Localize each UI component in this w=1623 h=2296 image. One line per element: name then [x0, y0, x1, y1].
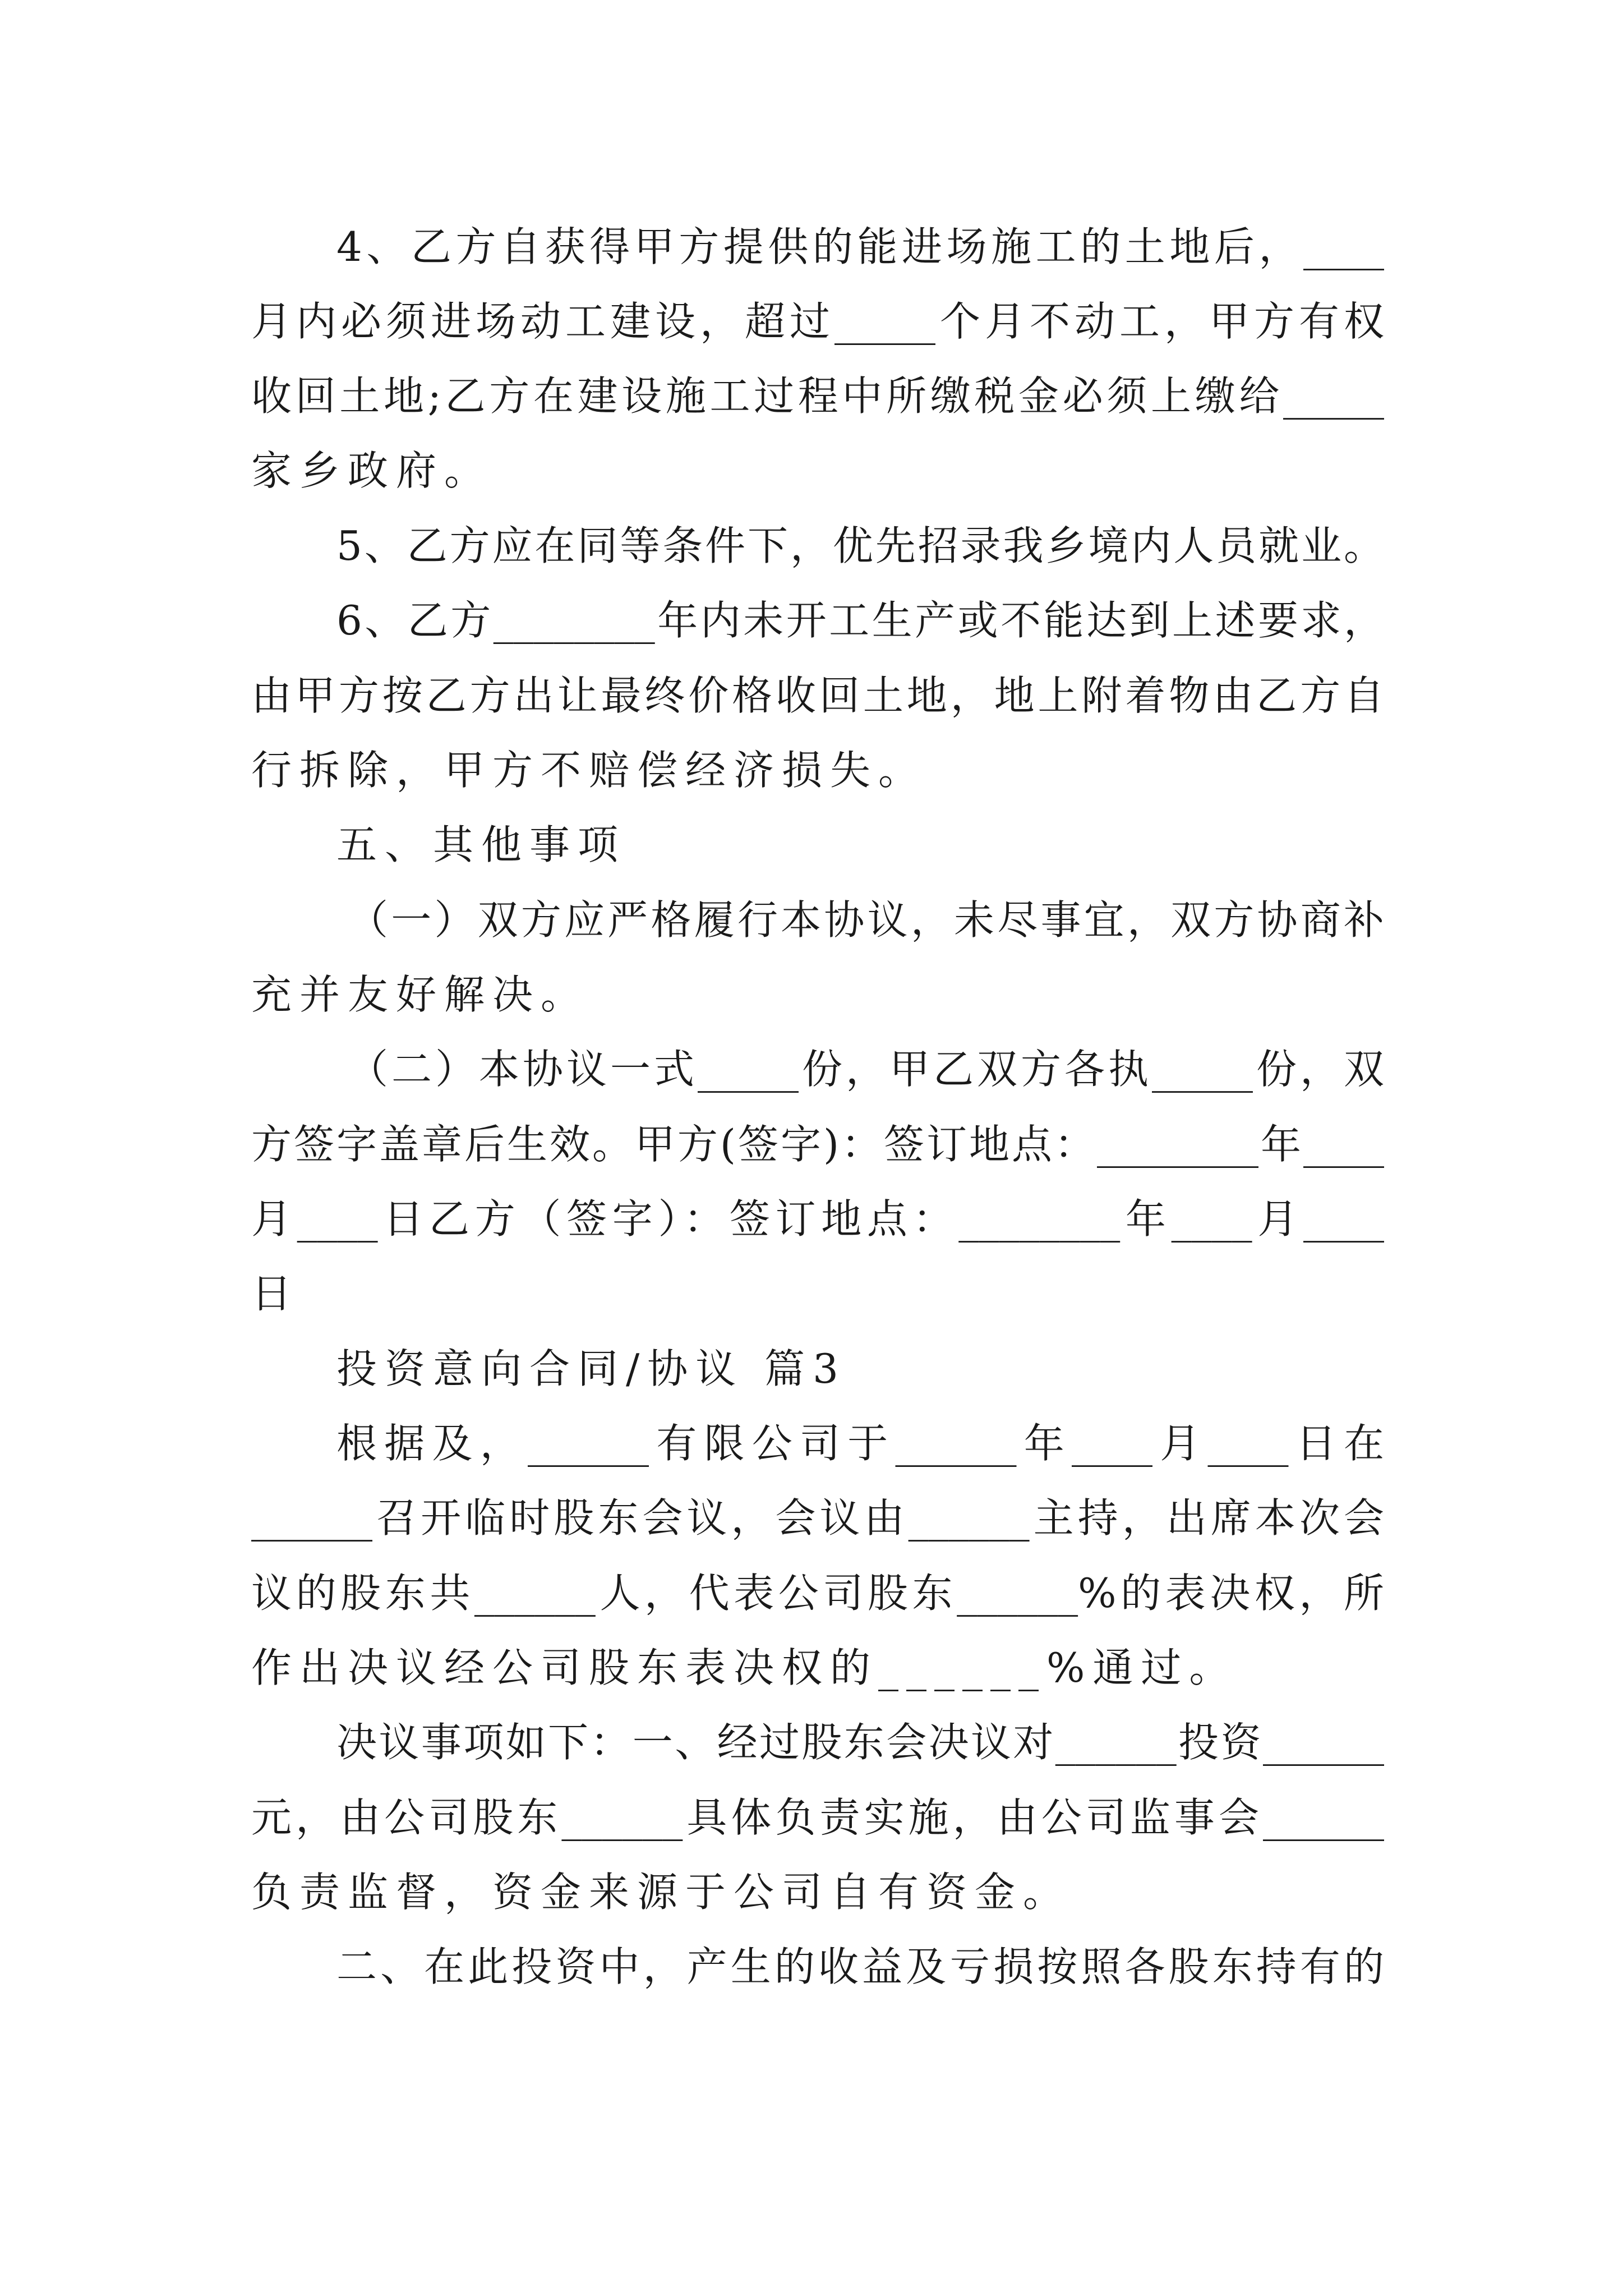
paragraph-line: 月____日乙方（签字）：签订地点：________年____月____: [251, 1195, 1384, 1243]
paragraph-line: （一）双方应严格履行本协议，未尽事宜，双方协商补: [348, 896, 1384, 944]
paragraph-line: 充并友好解决。: [251, 971, 589, 1018]
paragraph-line: 日: [251, 1270, 300, 1317]
paragraph-line: 4、乙方自获得甲方提供的能进场施工的土地后，____: [336, 223, 1384, 270]
paragraph-line: 家乡政府。: [251, 447, 493, 494]
paragraph-line: 月内必须进场动工建设，超过_____个月不动工，甲方有权: [251, 298, 1384, 345]
paragraph-line: 方签字盖章后生效。甲方(签字)：签订地点：________年____: [251, 1121, 1384, 1168]
paragraph-line: 收回土地;乙方在建设施工过程中所缴税金必须上缴给_____: [251, 372, 1384, 420]
paragraph-line: 负责监督，资金来源于公司自有资金。: [251, 1869, 1072, 1916]
paragraph-line: 决议事项如下：一、经过股东会决议对______投资______: [336, 1719, 1384, 1766]
paragraph-line: （二）本协议一式_____份，甲乙双方各执_____份，双: [348, 1046, 1384, 1093]
section-title: 投资意向合同/协议 篇3: [336, 1345, 846, 1392]
paragraph-line: ______召开临时股东会议，会议由______主持，出席本次会: [251, 1494, 1384, 1542]
paragraph-line: 元，由公司股东______具体负责实施，由公司监事会______: [251, 1794, 1384, 1841]
paragraph-line: 议的股东共______人，代表公司股东______%的表决权，所: [251, 1570, 1384, 1617]
paragraph-line: 6、乙方________年内未开工生产或不能达到上述要求，: [336, 597, 1384, 644]
section-heading: 五、其他事项: [336, 821, 626, 868]
paragraph-line: 作出决议经公司股东表决权的______%通过。: [251, 1644, 1238, 1691]
paragraph-line: 由甲方按乙方出让最终价格收回土地，地上附着物由乙方自: [251, 672, 1384, 719]
paragraph-line: 二、在此投资中，产生的收益及亏损按照各股东持有的: [336, 1943, 1384, 1990]
paragraph-line: 5、乙方应在同等条件下，优先招录我乡境内人员就业。: [336, 522, 1384, 569]
paragraph-line: 根据及，______有限公司于______年____月____日在: [336, 1420, 1384, 1467]
paragraph-line: 行拆除，甲方不赔偿经济损失。: [251, 747, 927, 794]
